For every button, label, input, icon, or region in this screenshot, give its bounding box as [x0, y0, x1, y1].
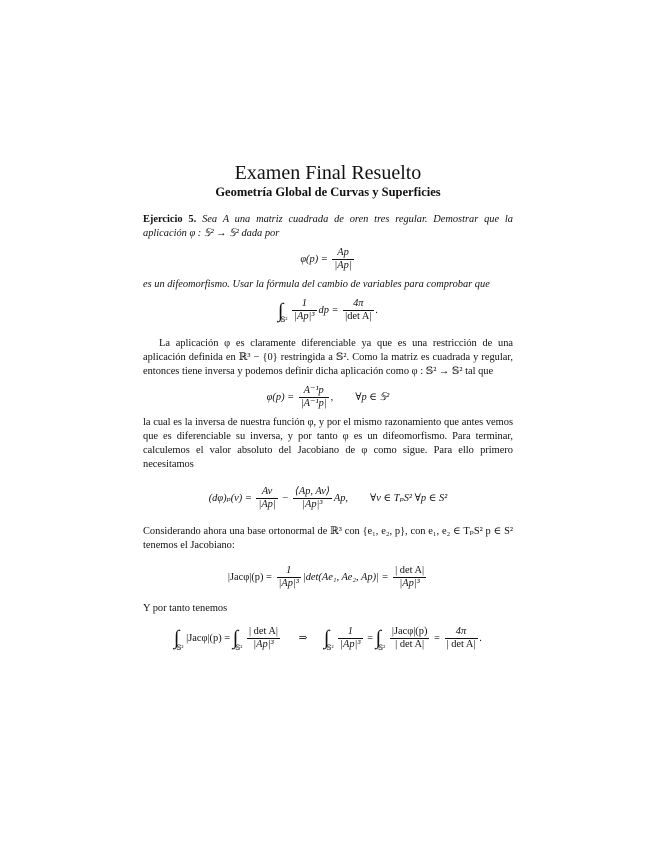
equation-differential: (dφ)ₚ(v) = $\frac{Av}{|Ap|}$ − $\frac{⟨Ap, Av⟩}{\text{|Ap|³}}$ Ap, ∀v ∈ TₚS² ∀p ∈ S² — [208, 485, 448, 510]
exercise-statement-1: Ejercicio 5. Sea A una matriz cuadrada de oren tres regular. Demostrar que la aplicación φ : 𝕊² → 𝕊² dada por — [143, 214, 513, 239]
integral-sign: ∫ — [375, 627, 382, 650]
solution-paragraph-1: La aplicación φ es claramente diferenciable ya que es una restricción de una aplicación definida en ℝ³ − {0} restringida a 𝕊². Como la matriz es cuadrada y regular, entonces tiene inversa y podemos definir dicha aplicación como φ : 𝕊² → 𝕊² tal que — [143, 337, 513, 377]
integral-sign: ∫ — [232, 627, 239, 650]
implies-arrow: ⇒ — [298, 632, 308, 644]
solution-paragraph-4: Y por tanto tenemos — [143, 602, 228, 614]
equation-jacobian: |Jacφ|(p) = $\frac{1}{\text{|Ap|³}}$ |det(Ae₁, Ae₂, Ap)| = $\frac{\text{| det A|}}{\text{|Ap|³}}$ — [227, 564, 425, 589]
integral-sign: ∫ — [173, 627, 180, 650]
equation-final: $\int_{𝕊^2}$ $|Jac\varphi|(p) = \int_{𝕊^2}$ $\frac{\text{| det A|}}{\text{|Ap|³}}$ ⇒ $\int_{𝕊^2}$ $\frac{1}{\text{|Ap|³}}$ = $\int_{𝕊^2}$ $\frac{\text{|Jacφ|(p)}}{\text{| det A|}}$ = $\frac{4\pi}{\text{| det A|}}$ . — [173, 625, 483, 652]
solution-paragraph-2: la cual es la inversa de nuestra función φ, y por el mismo razonamiento que antes vemos que es diferenciable su inversa, y por tanto φ es un difeomorfismo. Para terminar, calculemos el valor absoluto del Jacobiano de φ como sigue. Para ello primero necesitamos — [143, 416, 513, 470]
equation-inverse: φ(p) = $\frac{\text{A⁻¹p}}{\text{|A⁻¹p|}}$ , ∀p ∈ 𝕊² — [266, 384, 390, 409]
fraction: $\frac{4\pi}{\text{|det A|}}$ — [345, 298, 372, 322]
solution-paragraph-3: Considerando ahora una base ortonormal de ℝ³ con {e₁, e₂, p}, con e₁, e₂ ∈ TₚS² p ∈ S² tenemos el Jacobiano: — [143, 525, 513, 551]
fraction: $\frac{1}{\text{|Ap|³}}$ — [294, 298, 315, 322]
equation-integral: $\int_{𝕊^2}$ $\frac{1}{\text{|Ap|³}}$ dp = $\frac{4\pi}{\text{|det A|}}$ . — [277, 298, 379, 324]
fraction: $\frac{\text{A⁻¹p}}{\text{|A⁻¹p|}}$ — [300, 384, 327, 409]
fraction: $\frac{1}{\text{|Ap|³}}$ — [278, 564, 299, 589]
fraction: $\frac{Ap}{|Ap|}$ — [334, 247, 352, 271]
equation-phi: φ(p) = $\frac{Ap}{|Ap|}$ — [300, 247, 352, 271]
integral-sign: ∫ — [323, 627, 330, 650]
document-page — [143, 162, 513, 665]
fraction: $\frac{\text{|Jacφ|(p)}}{\text{| det A|}}$ — [391, 625, 428, 650]
fraction: $\frac{Av}{|Ap|}$ — [258, 485, 276, 510]
exercise-statement-2: es un difeomorfismo. Usar la fórmula del cambio de variables para comprobar que — [143, 279, 490, 290]
fraction: $\frac{\text{| det A|}}{\text{|Ap|³}}$ — [248, 625, 278, 650]
fraction: $\frac{\text{| det A|}}{\text{|Ap|³}}$ — [395, 564, 425, 589]
integral-sign: ∫ — [277, 299, 284, 322]
page-subtitle: Geometría Global de Curvas y Superficies — [215, 185, 441, 199]
exercise-label: Ejercicio 5. — [143, 214, 197, 225]
fraction: $\frac{4\pi}{\text{| det A|}}$ — [446, 625, 476, 650]
fraction: $\frac{1}{\text{|Ap|³}}$ — [340, 625, 361, 650]
fraction: $\frac{⟨Ap, Av⟩}{\text{|Ap|³}}$ — [294, 485, 330, 510]
page-title: Examen Final Resuelto — [234, 162, 422, 184]
